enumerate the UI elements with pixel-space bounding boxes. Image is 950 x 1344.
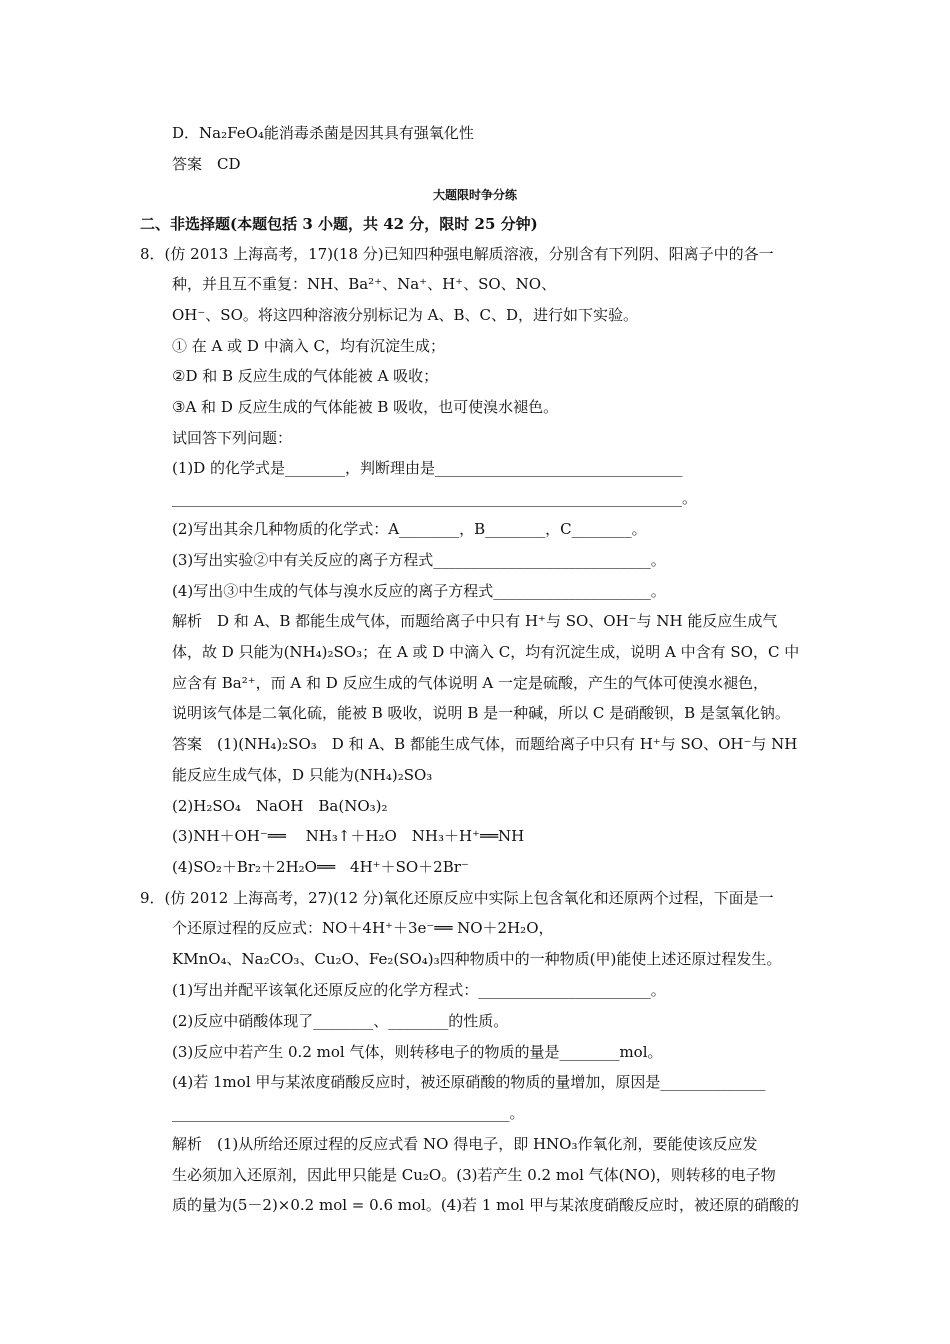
q8-experiment-1: ① 在 A 或 D 中滴入 C，均有沉淀生成； [172, 337, 445, 355]
q9-stem-3: KMnO₄、Na₂CO₃、Cu₂O、Fe₂(SO₄)₃四种物质中的一种物质(甲)能使上述还原过程发生。 [172, 950, 782, 968]
q8-part-1-blank-line[interactable]: ____________________________________________________________________。 [172, 489, 698, 507]
q8-answer-5: (4)SO₂＋Br₂＋2H₂O══ 4H⁺＋SO＋2Br⁻ [172, 858, 469, 876]
q8-stem-3: OH⁻、SO。将这四种溶液分别标记为 A、B、C、D，进行如下实验。 [172, 306, 638, 324]
q9-analysis-2: 生必须加入还原剂，因此甲只能是 Cu₂O。(3)若产生 0.2 mol 气体(NO)，则转移的电子物 [172, 1166, 776, 1184]
q9-analysis-1: 解析 (1)从所给还原过程的反应式看 NO 得电子，即 HNO₃作氧化剂，要能使该反应发 [172, 1135, 758, 1153]
q8-analysis-3: 应含有 Ba²⁺，而 A 和 D 反应生成的气体说明 A 一定是硫酸，产生的气体可使溴水褪色， [172, 674, 768, 692]
section-title: 大题限时争分练 [432, 188, 517, 202]
section-heading: 二、非选择题(本题包括 3 小题，共 42 分，限时 25 分钟) [140, 215, 538, 233]
q9-part-2: (2)反应中硝酸体现了________、________的性质。 [172, 1012, 509, 1030]
q8-stem-1: 8．(仿 2013 上海高考，17)(18 分)已知四种强电解质溶液，分别含有下列阴、阳离子中的各一 [140, 245, 774, 263]
q9-part-4: (4)若 1mol 甲与某浓度硝酸反应时，被还原硝酸的物质的量增加，原因是______________ [172, 1073, 766, 1091]
q8-prompt: 试回答下列问题： [172, 429, 293, 447]
answer-7: 答案 CD [172, 155, 241, 173]
q8-answer-3: (2)H₂SO₄ NaOH Ba(NO₃)₂ [172, 797, 388, 815]
q8-answer-1: 答案 (1)(NH₄)₂SO₃ D 和 A、B 都能生成气体，而题给离子中只有 H⁺与 SO、OH⁻与 NH [172, 735, 798, 753]
q8-analysis-2: 体，故 D 只能为(NH₄)₂SO₃；在 A 或 D 中滴入 C，均有沉淀生成，说明 A 中含有 SO，C 中 [172, 643, 800, 661]
q8-part-2: (2)写出其余几种物质的化学式：A________，B________，C________。 [172, 520, 647, 538]
q8-part-1 [172, 458, 683, 478]
q8-answer-2: 能反应生成气体，D 只能为(NH₄)₂SO₃ [172, 766, 433, 784]
q8-experiment-2: ②D 和 B 反应生成的气体能被 A 吸收； [172, 367, 439, 385]
q9-part-1: (1)写出并配平该氧化还原反应的化学方程式：_______________________。 [172, 981, 666, 999]
q9-part-3: (3)反应中若产生 0.2 mol 气体，则转移电子的物质的量是________mol。 [172, 1043, 663, 1061]
q8-analysis-4: 说明该气体是二氧化硫，能被 B 吸收，说明 B 是一种碱，所以 C 是硝酸钡，B 是氢氧化钠。 [172, 704, 790, 722]
q8-part-3: (3)写出实验②中有关反应的离子方程式_____________________________。 [172, 551, 666, 569]
option-d: D．Na₂FeO₄能消毒杀菌是因其具有强氧化性 [172, 124, 474, 142]
q8-answer-4: (3)NH＋OH⁻══ NH₃↑＋H₂O NH₃＋H⁺══NH [172, 827, 525, 845]
q9-stem-1: 9．(仿 2012 上海高考，27)(12 分)氧化还原反应中实际上包含氧化和还原两个过程，下面是一 [140, 889, 774, 907]
q8-part-1-blank[interactable]: _________________________________ [435, 459, 683, 477]
q8-part-1-text: (1)D 的化学式是________，判断理由是 [172, 459, 436, 477]
q9-part-4-blank-line[interactable]: _____________________________________________。 [172, 1104, 525, 1122]
q8-part-4: (4)写出③中生成的气体与溴水反应的离子方程式_____________________。 [172, 582, 666, 600]
q8-analysis-1: 解析 D 和 A、B 都能生成气体，而题给离子中只有 H⁺与 SO、OH⁻与 NH 能反应生成气 [172, 612, 778, 630]
q9-stem-2: 个还原过程的反应式：NO＋4H⁺＋3e⁻══ NO＋2H₂O， [172, 919, 554, 937]
q9-analysis-3: 质的量为(5－2)×0.2 mol = 0.6 mol。(4)若 1 mol 甲与某浓度硝酸反应时，被还原的硝酸的 [172, 1196, 799, 1214]
q8-experiment-3: ③A 和 D 反应生成的气体能被 B 吸收，也可使溴水褪色。 [172, 398, 559, 416]
q8-stem-2: 种，并且互不重复：NH、Ba²⁺、Na⁺、H⁺、SO、NO、 [172, 275, 557, 293]
